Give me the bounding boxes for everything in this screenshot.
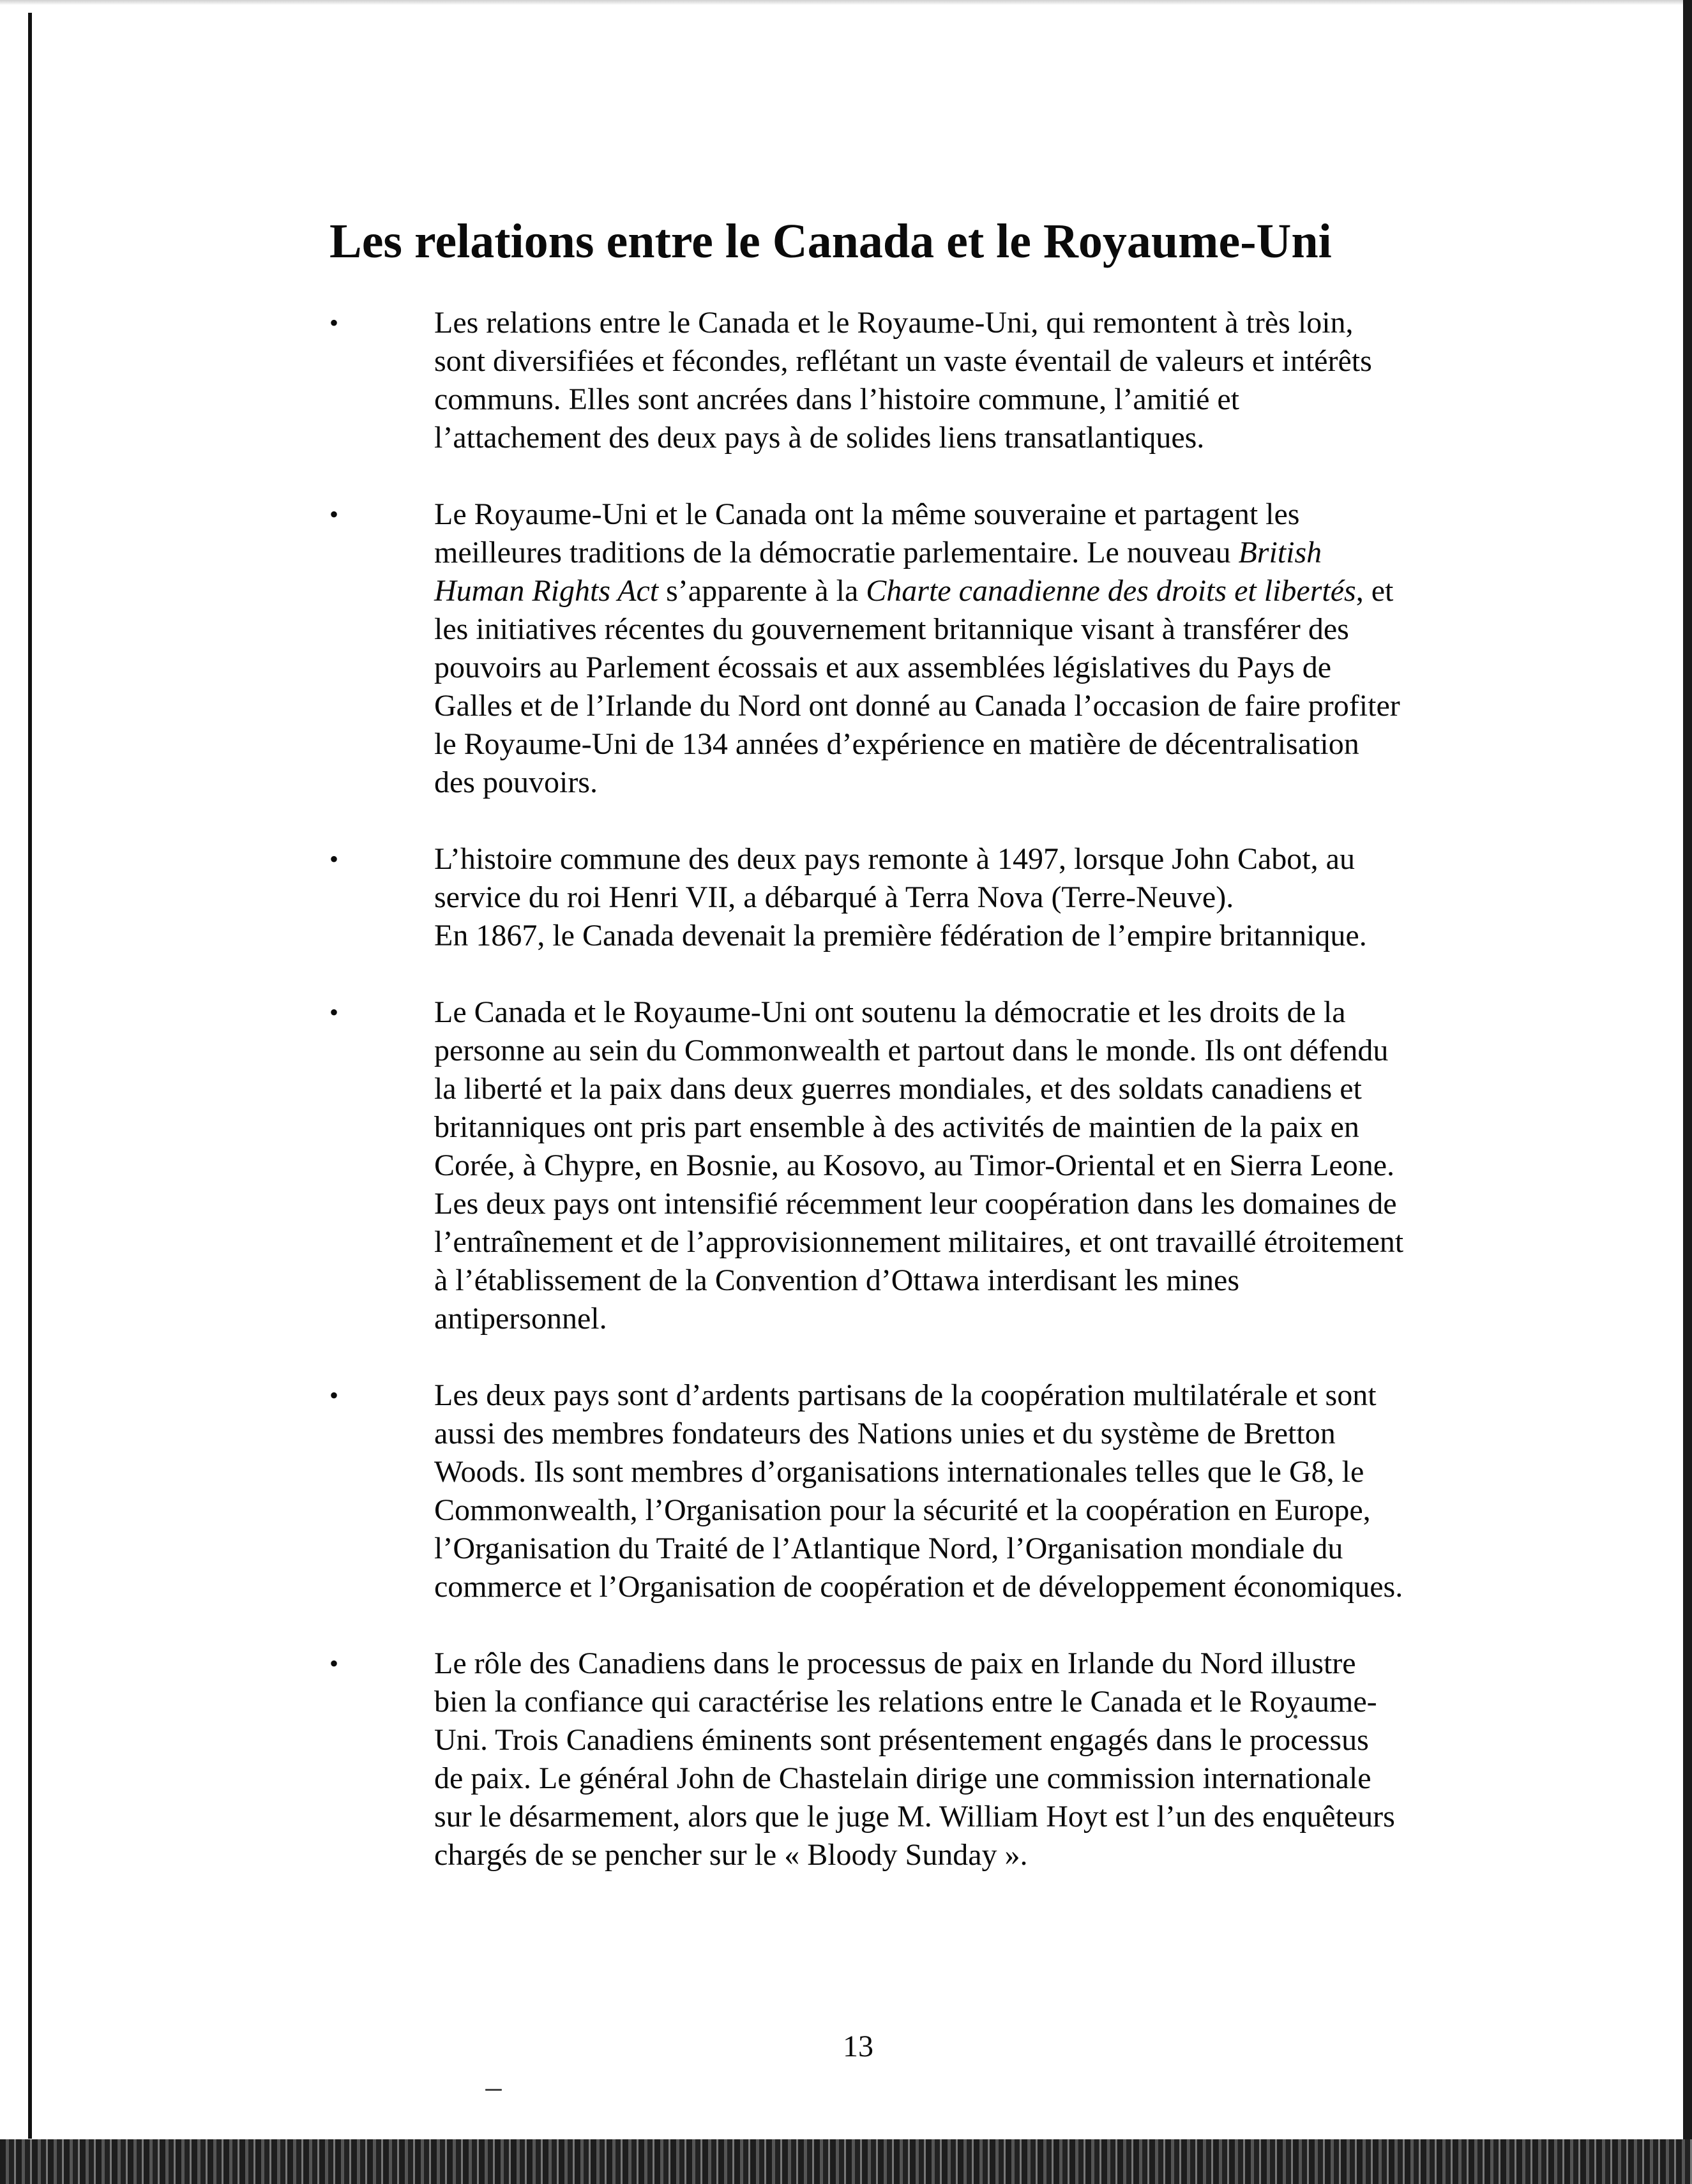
bullet-item [329,304,1405,457]
bullet-list [329,304,1409,1874]
bullet-dot-icon: • [329,845,339,873]
bullet-dot-icon: • [329,500,339,529]
bullet-paragraph: Les relations entre le Canada et le Royaume-Uni, qui remontent à très loin, sont diversifiées et fécondes, reflétant un vaste éventail de valeurs et intérêts communs. Elles sont ancrées dans l’histoire commune, l’amitié et l’attachement des deux pays à de solides liens transatlantiques. [434,306,1372,455]
italic-title: British Human Rights Act [434,536,1322,608]
document-page [329,211,1409,1913]
italic-title: Charte canadienne des droits et libertés [866,574,1356,608]
bullet-item [329,1376,1405,1606]
bullet-paragraph: Le Royaume-Uni et le Canada ont la même souveraine et partagent les meilleures traditions de la démocratie parlementaire. Le nouveau British Human Rights Act s’apparente à la Charte canadienne des droits et libertés, et les initiatives récentes du gouvernement britannique visant à transférer des pouvoirs au Parlement écossais et aux assemblées législatives du Pays de Galles et de l’Irlande du Nord ont donné au Canada l’occasion de faire profiter le Royaume-Uni de 134 années d’expérience en matière de décentralisation des pouvoirs. [434,497,1400,799]
bullet-dot-icon: • [329,1649,339,1678]
bullet-item [329,840,1405,955]
page-title: Les relations entre le Canada et le Royaume-Uni [329,215,1332,268]
page-number: 13 [843,2030,873,2063]
bullet-dot-icon: • [329,308,339,337]
bullet-dot-icon: • [329,1381,339,1410]
bullet-dot-icon: • [329,998,339,1027]
bullet-paragraph: Le Canada et le Royaume-Uni ont soutenu la démocratie et les droits de la personne au sein du Commonwealth et partout dans le monde. Ils ont défendu la liberté et la paix dans deux guerres mondiales, et des soldats canadiens et britanniques ont pris part ensemble à des activités de maintien de la paix en Corée, à Chypre, en Bosnie, au Kosovo, au Timor-Oriental et en Sierra Leone. Les deux pays ont intensifié récemment leur coopération dans les domaines de l’entraînement et de l’approvisionnement militaires, et ont travaillé étroitement à l’établissement de la Convention d’Ottawa interdisant les mines antipersonnel. [434,995,1404,1336]
bullet-item [329,1645,1405,1874]
bullet-item [329,993,1405,1338]
bullet-paragraph: Les deux pays sont d’ardents partisans de la coopération multilatérale et sont aussi des membres fondateurs des Nations unies et du système de Bretton Woods. Ils sont membres d’organisations internationales telles que le G8, le Commonwealth, l’Organisation pour la sécurité et la coopération en Europe, l’Organisation du Traité de l’Atlantique Nord, l’Organisation mondiale du commerce et l’Organisation de coopération et de développement économiques. [434,1378,1403,1604]
scan-edge-right [1683,0,1692,2184]
bullet-item [329,495,1405,802]
scan-edge-bottom [0,2139,1692,2184]
scan-edge-top [0,0,1692,5]
bullet-paragraph: L’histoire commune des deux pays remonte à 1497, lorsque John Cabot, au service du roi Henri VII, a débarqué à Terra Nova (Terre-Neuve). En 1867, le Canada devenait la première fédération de l’empire britannique. [434,842,1367,953]
bullet-paragraph: Le rôle des Canadiens dans le processus de paix en Irlande du Nord illustre bien la confiance qui caractérise les relations entre le Canada et le Royaume-Uni. Trois Canadiens éminents sont présentement engagés dans le processus de paix. Le général John de Chastelain dirige une commission internationale sur le désarmement, alors que le juge M. William Hoyt est l’un des enquêteurs chargés de se pencher sur le « Bloody Sunday ». [434,1646,1395,1872]
scan-edge-left [28,13,32,2139]
scan-speck [485,2089,502,2091]
